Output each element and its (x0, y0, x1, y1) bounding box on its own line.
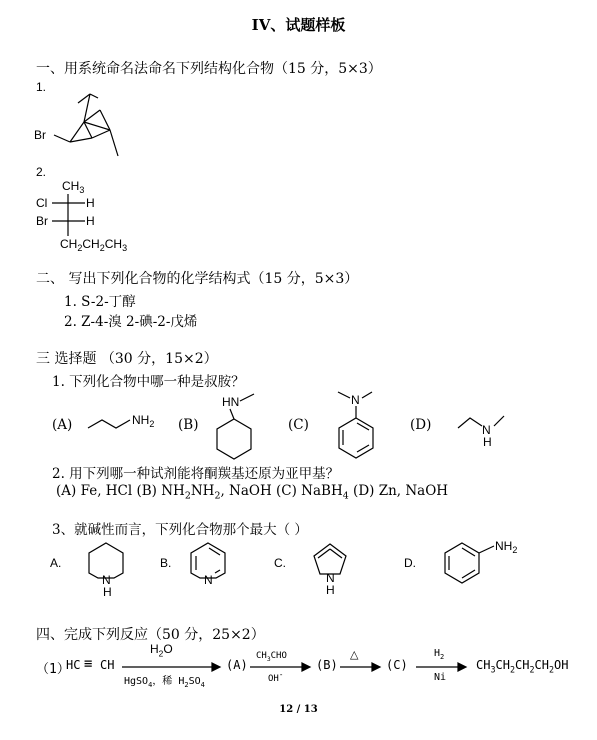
s3-q3-option-b: B. (160, 556, 172, 570)
r1-arrow4-bottom: Ni (434, 672, 447, 683)
pyrrole-h: H (326, 583, 335, 597)
fischer-bottom-group: $CH_2CH_2CH_3$ (60, 237, 128, 253)
r1-number: （1） (36, 662, 70, 677)
ethylmethylamine-structure (458, 410, 518, 450)
r1-product-b: (B) (316, 658, 338, 672)
s3-q1-option-d: (D) (410, 417, 432, 433)
section4-heading: 四、完成下列反应（50 分，25×2） (36, 627, 265, 643)
piperidine-structure (86, 540, 136, 602)
piperidine-h: H (103, 585, 112, 599)
pyridine-n: N (204, 573, 213, 587)
fischer-top-group: $CH_3$ (62, 179, 85, 195)
amine-n-label: N (482, 423, 491, 437)
s3-q3-option-d: D. (404, 556, 416, 570)
r1-arrow1 (122, 662, 222, 672)
s1-q1-number: 1. (36, 80, 47, 94)
s3-q1-option-a: (A) (52, 417, 73, 433)
s3-q2-options: (A) Fe, HCl (B) $NH_2NH_2$, NaOH (C) NaBH$_4$ (D) Zn, NaOH (56, 483, 449, 502)
bromo-label: Br (34, 128, 46, 142)
fischer-cl: Cl (36, 196, 48, 210)
dimethylaniline-structure (328, 388, 398, 468)
r1-arrow2-top: $CH_3CHO$ (256, 651, 287, 663)
r1-arrow3 (340, 662, 382, 672)
s3-q1-option-b: (B) (178, 417, 199, 433)
r1-product-c: (C) (386, 658, 408, 672)
r1-start: HC (66, 658, 81, 672)
page-title: IV、试题样板 (251, 16, 346, 34)
r1-arrow2-bottom: OH- (268, 670, 284, 684)
bromo-norbornane-structure (30, 90, 140, 170)
fischer-projection (30, 176, 160, 256)
aniline-nh2: $NH_2$ (495, 539, 518, 555)
s3-q3-text: 3、就碱性而言，下列化合物那个最大（ ） (52, 522, 308, 538)
s3-q3-option-c: C. (274, 556, 286, 570)
s2-item-2: 2. Z-4-溴 2-碘-2-戊烯 (64, 314, 198, 330)
r1-ch: CH (100, 658, 115, 672)
r1-arrow1-top: $H_2O$ (150, 642, 173, 659)
amine-h-label: H (483, 435, 492, 449)
fischer-h1: H (86, 196, 95, 210)
r1-arrow1-bottom: HgSO$_4$，稀 $H_2SO_4$ (124, 676, 205, 689)
section1-heading: 一、用系统命名法命名下列结构化合物（15 分，5×3） (36, 61, 382, 77)
methylcyclohexylamine-structure (212, 392, 282, 462)
r1-arrow4-top: $H_2$ (434, 648, 445, 661)
s3-q2-text: 2. 用下列哪一种试剂能将酮羰基还原为亚甲基？ (52, 466, 340, 482)
s3-q1-text: 1. 下列化合物中哪一种是叔胺？ (52, 374, 245, 390)
hn-label: HN (222, 395, 240, 409)
heat-icon: △ (350, 648, 359, 661)
s1-q2-number: 2. (36, 165, 47, 179)
nh2-label: $NH_2$ (132, 413, 155, 429)
piperidine-n: N (102, 573, 111, 587)
r1-product-a: (A) (226, 658, 248, 672)
r1-final-product: $CH_3CH_2CH_2CH_2OH$ (476, 658, 569, 675)
n-label: N (351, 393, 360, 407)
section2-heading: 二、 写出下列化合物的化学结构式（15 分，5×3） (36, 271, 359, 287)
page-number: 12 / 13 (279, 704, 318, 715)
propylamine-structure (88, 410, 168, 440)
s3-q3-option-a: A. (50, 556, 62, 570)
aniline-structure (440, 540, 530, 590)
pyridine-structure (188, 540, 238, 590)
pyrrole-structure (312, 540, 352, 596)
s3-q1-option-c: (C) (288, 417, 309, 433)
section3-heading: 三 选择题 （30 分，15×2） (36, 351, 218, 367)
s2-item-1: 1. S-2-丁醇 (64, 294, 136, 310)
fischer-h2: H (86, 214, 95, 228)
pyrrole-n: N (326, 571, 335, 585)
r1-triple-bond: ≡ (84, 656, 93, 672)
fischer-br: Br (36, 214, 48, 228)
r1-arrow4 (416, 662, 468, 672)
